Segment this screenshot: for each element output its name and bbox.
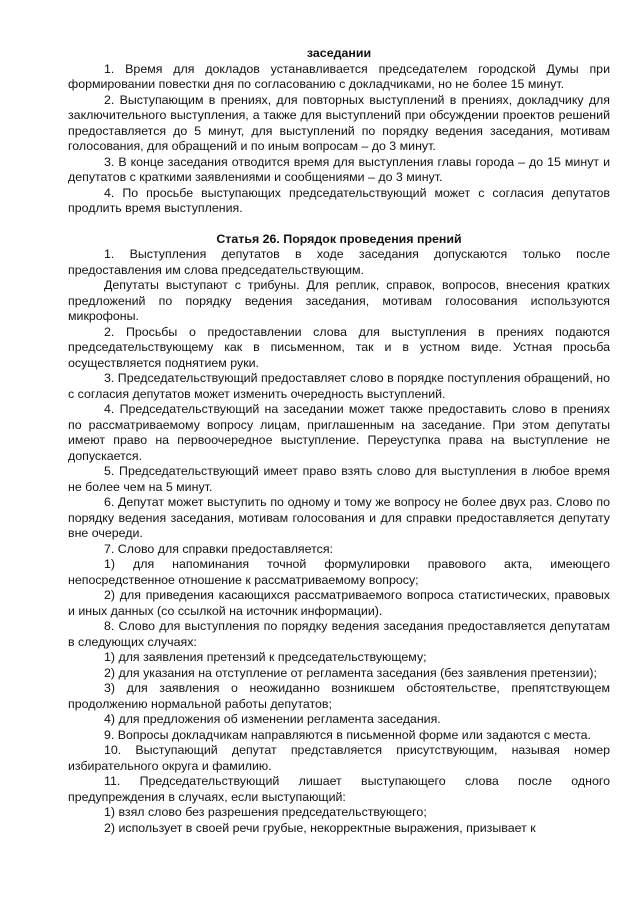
paragraph: 2) использует в своей речи грубые, некорректные выражения, призывает к <box>104 820 536 835</box>
paragraph: 2) для приведения касающихся рассматриваемого вопроса статистических, правовых и иных данных (со ссылкой на источник информации). <box>68 588 610 618</box>
paragraph: 8. Слово для выступления по порядку ведения заседания предоставляется депутатам в следующих случаях: <box>68 619 610 649</box>
paragraph: 4. По просьбе выступающих председательствующий может с согласия депутатов продлить время выступления. <box>68 185 610 215</box>
paragraph: 2. Выступающим в прениях, для повторных выступлений в прениях, докладчику для заключительного выступления, а также для выступлений при обсуждении проектов решений предоставляется до 5 минут, для выступлений по порядку ведения заседания, мотивам голосования, для обращений и по иным вопросам – до 3 минут. <box>68 92 610 153</box>
paragraph: 4) для предложения об изменении регламента заседания. <box>104 712 441 726</box>
paragraph: 7. Слово для справки предоставляется: <box>104 541 333 556</box>
paragraph: 3. В конце заседания отводится время для выступления главы города – до 15 минут и депутатов с краткими заявлениями и сообщениями – до 3 минут. <box>68 154 610 184</box>
paragraph: 4. Председательствующий на заседании может также предоставить слово в прениях по рассматриваемому вопросу лицам, приглашенным на заседание. При этом депутаты имеют право на первоочередное выступление. Переуступка права на выступление не допускается. <box>68 402 610 463</box>
section-heading: заседании <box>306 46 372 60</box>
paragraph: 1. Время для докладов устанавливается председателем городской Думы при формировании повестки дня по согласованию с докладчиками, но не более 15 минут. <box>68 61 610 91</box>
paragraph: 9. Вопросы докладчикам направляются в письменной форме или задаются с места. <box>104 727 591 742</box>
paragraph: 2) для указания на отступление от регламента заседания (без заявления претензии); <box>104 665 597 680</box>
paragraph: 3. Председательствующий предоставляет слово в порядке поступления обращений, но с согласия депутатов может изменить очередность выступлений. <box>68 371 610 401</box>
paragraph: 1) взял слово без разрешения председательствующего; <box>104 805 427 819</box>
paragraph: 2. Просьбы о предоставлении слова для выступления в прениях подаются председательствующему как в письменном, так и в устном виде. Устная просьба осуществляется поднятием руки. <box>68 324 610 370</box>
paragraph: 10. Выступающий депутат представляется присутствующим, называя номер избирательного округа и фамилию. <box>68 743 610 773</box>
document-body <box>68 46 610 836</box>
paragraph: Депутаты выступают с трибуны. Для реплик, справок, вопросов, внесения кратких предложений по порядку ведения заседания, мотивам голосования используются микрофоны. <box>68 278 610 323</box>
section-heading: Статья 26. Порядок проведения прений <box>216 231 462 246</box>
paragraph: 5. Председательствующий имеет право взять слово для выступления в любое время не более чем на 5 минут. <box>68 464 610 494</box>
paragraph: 1) для заявления претензий к председательствующему; <box>104 650 427 664</box>
paragraph: 3) для заявления о неожиданно возникшем обстоятельстве, препятствующем продолжению нормальной работы депутатов; <box>68 681 610 711</box>
paragraph: 1. Выступления депутатов в ходе заседания допускаются только после предоставления им слова председательствующим. <box>68 247 610 277</box>
paragraph: 1) для напоминания точной формулировки правового акта, имеющего непосредственное отношение к рассматриваемому вопросу; <box>68 557 610 587</box>
paragraph: 11. Председательствующий лишает выступающего слова после одного предупреждения в случаях, если выступающий: <box>68 774 610 804</box>
paragraph: 6. Депутат может выступить по одному и тому же вопросу не более двух раз. Слово по порядку ведения заседания, мотивам голосования и для справки предоставляется депутату вне очереди. <box>68 495 610 540</box>
